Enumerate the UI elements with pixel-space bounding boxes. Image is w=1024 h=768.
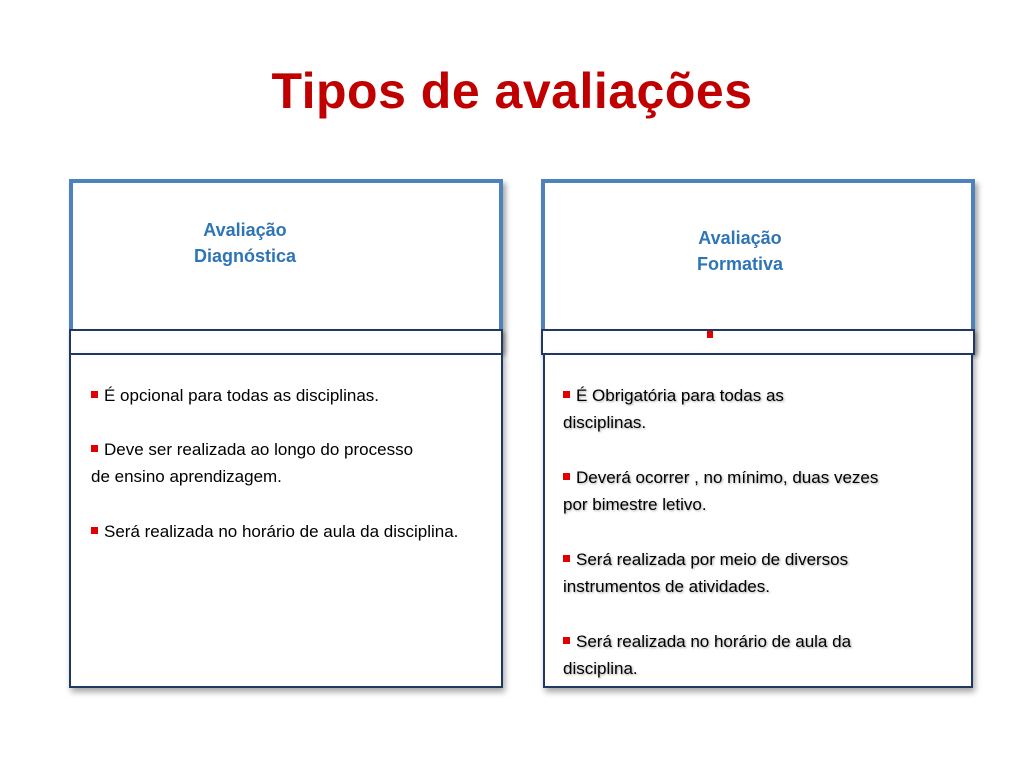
formativa-header-line2: Formativa bbox=[696, 254, 784, 274]
diagnostica-item-1 bbox=[91, 382, 486, 409]
formativa-item-4-text: Será realizada no horário de aula da disciplina. bbox=[563, 632, 852, 678]
formativa-item-4 bbox=[563, 628, 898, 682]
diagnostica-item-3 bbox=[91, 518, 466, 545]
diagnostica-item-1-text: É opcional para todas as disciplinas. bbox=[104, 386, 379, 405]
bullet-icon bbox=[563, 555, 570, 562]
diagnostica-header-line1: Avaliação bbox=[203, 220, 287, 240]
diagnostica-item-2 bbox=[91, 436, 421, 490]
bullet-icon bbox=[91, 527, 98, 534]
formativa-item-3-text: Será realizada por meio de diversos instrumentos de atividades. bbox=[563, 550, 849, 596]
bullet-icon bbox=[91, 391, 98, 398]
formativa-header-bar bbox=[541, 329, 975, 355]
red-marker-icon bbox=[707, 331, 713, 338]
bullet-icon bbox=[563, 473, 570, 480]
formativa-header-title bbox=[645, 225, 835, 277]
diagnostica-header-line2: Diagnóstica bbox=[193, 246, 297, 266]
diagnostica-item-3-text: Será realizada no horário de aula da disciplina. bbox=[104, 522, 459, 541]
bullet-icon bbox=[563, 391, 570, 398]
slide-title: Tipos de avaliações bbox=[271, 63, 753, 119]
bullet-icon bbox=[563, 637, 570, 644]
formativa-item-2 bbox=[563, 464, 903, 518]
formativa-item-1-text: É Obrigatória para todas as disciplinas. bbox=[563, 386, 784, 432]
diagnostica-header-title bbox=[150, 217, 340, 269]
formativa-header-line1: Avaliação bbox=[698, 228, 782, 248]
formativa-item-3 bbox=[563, 546, 913, 600]
formativa-item-2-text: Deverá ocorrer , no mínimo, duas vezes por bimestre letivo. bbox=[563, 468, 879, 514]
formativa-item-1 bbox=[563, 382, 863, 436]
diagnostica-item-2-text: Deve ser realizada ao longo do processo de ensino aprendizagem. bbox=[91, 440, 414, 486]
diagnostica-header-bar bbox=[69, 329, 503, 355]
bullet-icon bbox=[91, 445, 98, 452]
